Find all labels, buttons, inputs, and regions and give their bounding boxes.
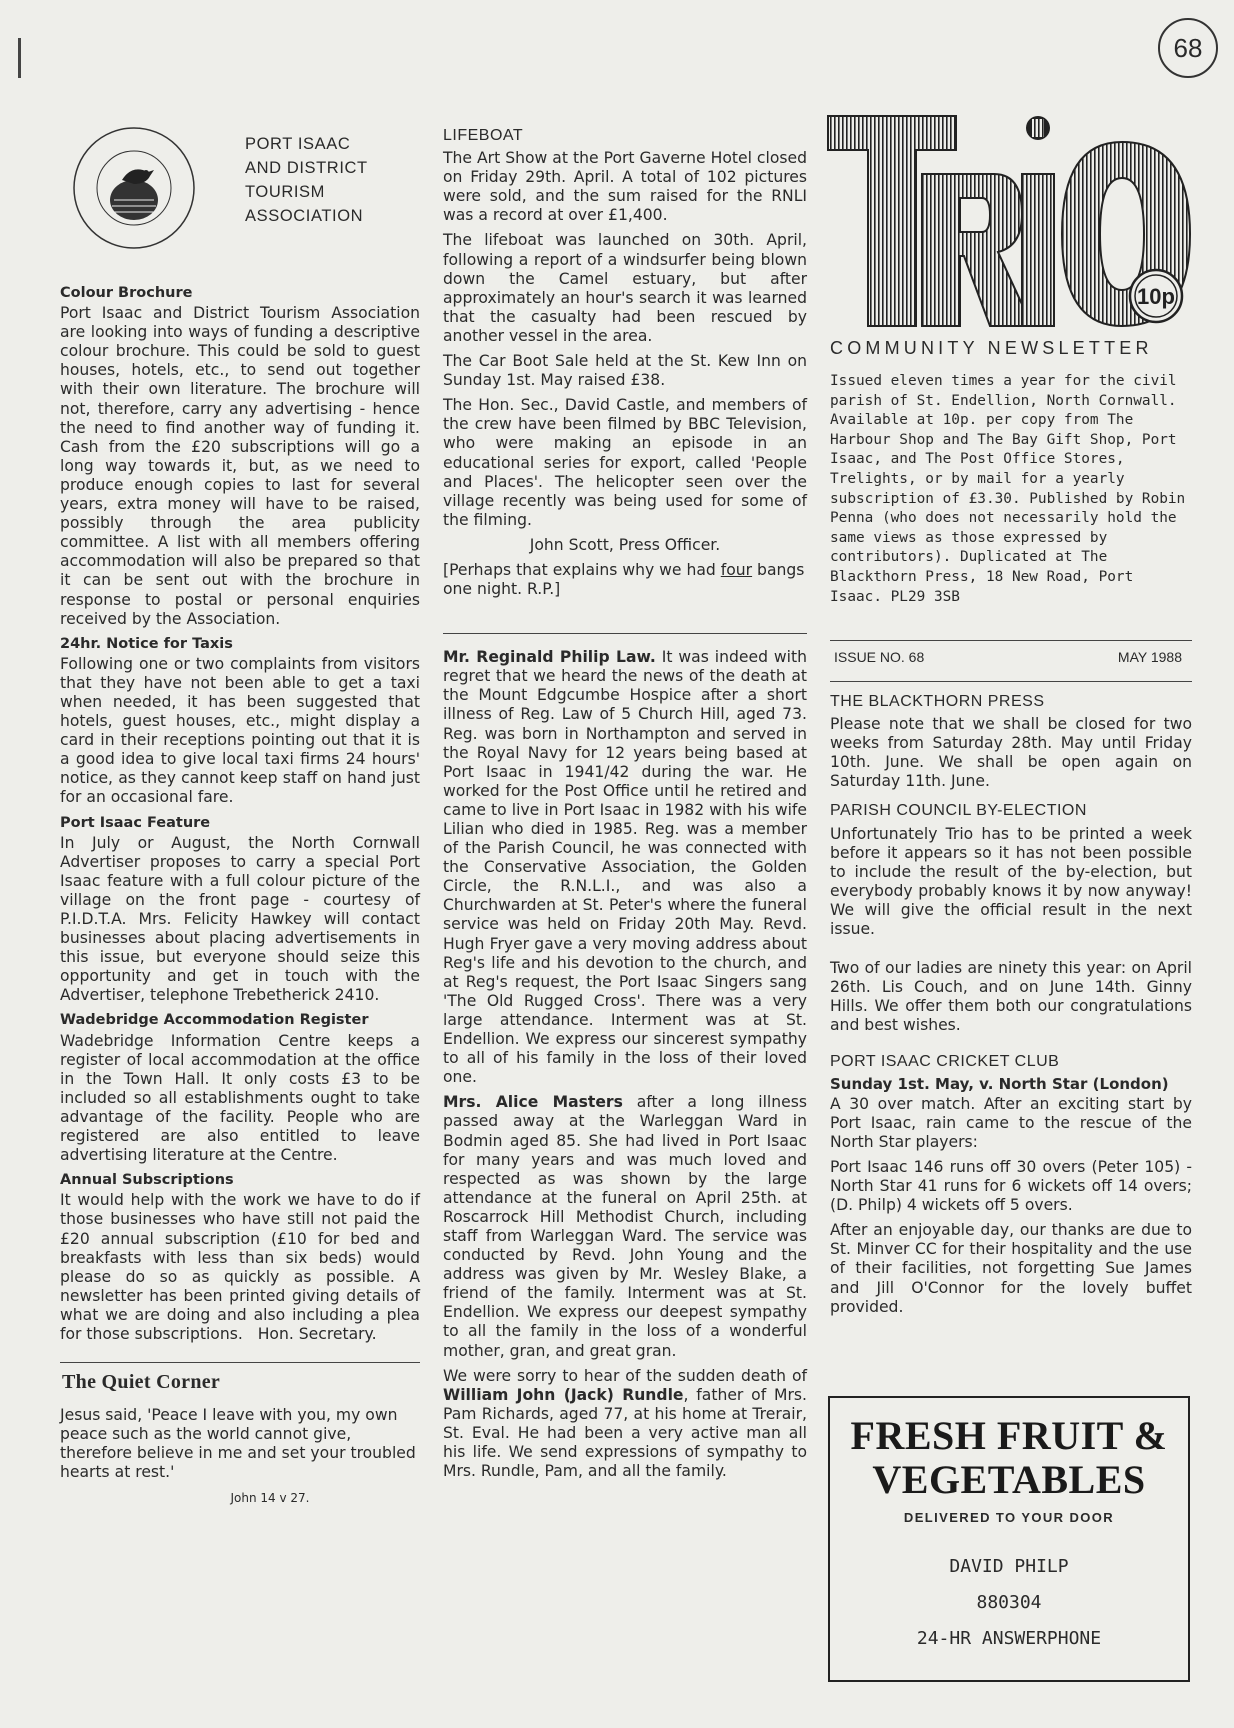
cricket-paragraph: After an enjoyable day, our thanks are due to St. Minver CC for their hospitality and the use of their facilities, not forgetting Sue James and Jill O'Connor for the lovely buffet provided. bbox=[830, 1221, 1192, 1316]
taxis-heading: 24hr. Notice for Taxis bbox=[60, 635, 233, 652]
advert-headline-2: VEGETABLES bbox=[872, 1457, 1146, 1502]
issue-date: MAY 1988 bbox=[1117, 649, 1182, 665]
lifeboat-signoff: John Scott, Press Officer. bbox=[529, 535, 721, 554]
register-heading: Wadebridge Accommodation Register bbox=[60, 1012, 369, 1029]
lifeboat-paragraph: The Car Boot Sale held at the St. Kew Inn on Sunday 1st. May raised £38. bbox=[443, 352, 807, 390]
newsletter-subtitle: COMMUNITY NEWSLETTER bbox=[830, 338, 1153, 358]
obituary-body: after a long illness passed away at the Warleggan Ward in Bodmin aged 85. She had lived in Port Isaac for many years and was much loved and respected as was shown by the large attendance at the funeral on April 25th. at Roscarrock Hill Methodist Church, including staff from Warleggan Ward. The service was conducted by Revd. John Young and the address was given by Mr. Wesley Blake, a friend of the family. Interment was at St. Endellion. We express our deepest sympathy to all the family in the loss of a wonderful mother, gran, and great gran. bbox=[443, 1093, 807, 1360]
obituary-body: , father of Mrs. Pam Richards, aged 77, at his home at Trerair, St. Eval. He had been a very active man all his life. We send expressions of sympathy to Mrs. Rundle, Pam, and all the family. bbox=[443, 1385, 808, 1481]
ninety-body: Two of our ladies are ninety this year: on April 26th. Lis Couch, and on June 14th. Ginny Hills. We offer them both our congratulations and best wishes. bbox=[830, 959, 1192, 1035]
colour-brochure-body: Port Isaac and District Tourism Association are looking into ways of funding a descriptive colour brochure. This could be sold to guest houses, hotels, etc., to send out together with their own literature. The brochure will not, therefore, carry any advertising - hence the need to find another way of funding it. Cash from the £20 subscriptions will go a long way towards it, but, as we need to produce enough copies to last for several years, extra money will have to be raised, possibly through the area publicity committee. A list with all members offering accommodation will also be prepared so that it can be sent out with the brochure in response to postal or personal enquiries received by the Association. bbox=[60, 304, 420, 628]
column-tourism bbox=[60, 282, 420, 1514]
divider bbox=[60, 1362, 420, 1363]
association-name-line: PORT ISAAC bbox=[245, 135, 351, 153]
issue-line bbox=[830, 640, 1192, 682]
advert-headline-1: FRESH FRUIT & bbox=[850, 1413, 1168, 1458]
feature-heading: Port Isaac Feature bbox=[60, 814, 211, 831]
cricket-paragraph: A 30 over match. After an exciting start by Port Isaac, rain came to the rescue of the North Star players: bbox=[830, 1094, 1192, 1151]
produce-advert bbox=[828, 1396, 1190, 1682]
association-name-line: TOURISM bbox=[245, 183, 325, 201]
subscriptions-body bbox=[60, 1191, 420, 1344]
lifeboat-heading: LIFEBOAT bbox=[443, 127, 524, 144]
obituary-law bbox=[443, 648, 807, 1087]
association-name-line: ASSOCIATION bbox=[245, 207, 364, 225]
quiet-corner-reference: John 14 v 27. bbox=[230, 1490, 310, 1505]
page-number: 68 bbox=[1158, 18, 1218, 78]
obituary-body: It was indeed with regret that we heard the news of the death at the Mount Edgcumbe Hospice after a short illness of Reg. Law of 5 Church Hill, aged 73. Reg. was born in Northampton and served in the Royal Navy for 12 years being based at Port Isaac in 1941/42 during the war. He worked for the Post Office until he retired and came to live in Port Isaac in 1982 with his wife Lilian who died in 1985. Reg. was a member of the Parish Council, he was connected with the Conservative Association, the Golden Circle, the R.N.L.I., and was also a Churchwarden at St. Peter's where the funeral service was held on Friday 20th May. Revd. Hugh Fryer gave a very moving address about Reg's life and his devotion to the church, and at Reg's request, the Port Isaac Singers sang 'The Old Rugged Cross'. There was a very large attendance. Interment was at St. Endellion. We express our sincerest sympathy to all of his family in the loss of their loved one. bbox=[443, 648, 808, 1087]
divider bbox=[443, 633, 807, 634]
cricket-match: Sunday 1st. May, v. North Star (London) bbox=[830, 1074, 1169, 1093]
editor-note bbox=[443, 561, 807, 599]
tourism-association-logo bbox=[60, 118, 210, 258]
subscriptions-signoff: Hon. Secretary. bbox=[257, 1324, 377, 1343]
election-heading: PARISH COUNCIL BY-ELECTION bbox=[830, 802, 1087, 820]
blackthorn-heading: THE BLACKTHORN PRESS bbox=[830, 693, 1045, 710]
lifeboat-paragraph: The Hon. Sec., David Castle, and members of the crew have been filmed by BBC Television, who were making an episode in an educational series for export, called 'People and Places'. The helicopter seen over the village recently was being used for some of the filming. bbox=[443, 396, 807, 529]
advert-answerphone: 24-HR ANSWERPHONE bbox=[916, 1628, 1102, 1649]
advert-phone: 880304 bbox=[976, 1592, 1042, 1613]
obituary-name: Mr. Reginald Philip Law. bbox=[443, 648, 656, 667]
taxis-body: Following one or two complaints from visitors that they have not been able to get a taxi when needed, it has been suggested that hotels, guest houses, etc., might display a card in their receptions pointing out that it is a good idea to give local taxi firms 24 hours' notice, as they cannot keep staff on hand just for an occasional fare. bbox=[60, 654, 420, 807]
lifeboat-paragraph: The Art Show at the Port Gaverne Hotel closed on Friday 29th. April. A total of 102 pictures were sold, and the sum raised for the RNLI was a record at over £1,400. bbox=[443, 149, 807, 225]
margin-mark bbox=[18, 38, 21, 78]
election-body: Unfortunately Trio has to be printed a week before it appears so it has not been possible to include the result of the by-election, but everybody probably knows it by now anyway! We will give the official result in the next issue. bbox=[830, 824, 1192, 939]
editor-note-after: bangs one night. R.P.] bbox=[443, 560, 805, 599]
feature-body: In July or August, the North Cornwall Advertiser proposes to carry a special Port Isaac feature with a full colour picture of the village on the front page - courtesy of P.I.D.T.A. Mrs. Felicity Hawkey will contact businesses about placing advertisements in this issue, but everyone should seize this opportunity and get in touch with the Advertiser, telephone Trebetherick 2410. bbox=[60, 833, 420, 1005]
obituary-rundle bbox=[443, 1367, 807, 1482]
obituary-name: Mrs. Alice Masters bbox=[443, 1093, 623, 1112]
cricket-paragraph: Port Isaac 146 runs off 30 overs (Peter 105) - North Star 41 runs for 6 wickets off 14 overs; (D. Philp) 4 wickets off 5 overs. bbox=[830, 1157, 1192, 1215]
editor-note-before: [Perhaps that explains why we had bbox=[443, 560, 721, 579]
column-news bbox=[830, 692, 1192, 1323]
newsletter-info: Issued eleven times a year for the civil parish of St. Endellion, North Cornwall. Available at 10p. per copy from The Harbour Shop and The Bay Gift Shop, Port Isaac, and The Post Office Stores, Trelights, or by mail for a yearly subscription of £3.30. Published by Robin Penna (who does not necessarily hold the same views as those expressed by contributors). Duplicated at The Blackthorn Press, 18 New Road, Port Isaac. PL29 3SB bbox=[830, 373, 1186, 605]
column-lifeboat bbox=[443, 126, 807, 1487]
issue-number: ISSUE NO. 68 bbox=[834, 649, 925, 665]
quiet-corner-title: The Quiet Corner bbox=[62, 1371, 221, 1394]
tourism-header bbox=[60, 118, 420, 258]
obituary-masters bbox=[443, 1093, 807, 1360]
association-name-line: AND DISTRICT bbox=[245, 159, 368, 177]
register-body: Wadebridge Information Centre keeps a register of local accommodation at the office in the Town Hall. It only costs £3 to be included so all establishments ought to take advantage of the facility. People who are registered are also entitled to leave advertising literature at the Centre. bbox=[60, 1031, 420, 1165]
subscriptions-heading: Annual Subscriptions bbox=[60, 1172, 234, 1189]
editor-note-emphasis: four bbox=[720, 560, 753, 579]
association-name bbox=[245, 132, 368, 228]
advert-tagline: DELIVERED TO YOUR DOOR bbox=[903, 1510, 1115, 1525]
obituary-intro: We were sorry to hear of the sudden death of bbox=[443, 1366, 807, 1385]
obituary-name: William John (Jack) Rundle bbox=[443, 1385, 684, 1404]
lifeboat-paragraph: The lifeboat was launched on 30th. April, following a report of a windsurfer being blown down the Camel estuary, but after approximately an hour's search it was learned that the casualty had been rescued by another vessel in the area. bbox=[443, 231, 807, 345]
colour-brochure-heading: Colour Brochure bbox=[60, 285, 193, 301]
advert-contact bbox=[830, 1549, 1188, 1657]
quiet-corner-quote: Jesus said, 'Peace I leave with you, my own peace such as the world cannot give, therefore believe in me and set your troubled hearts at rest.' bbox=[60, 1406, 416, 1482]
cricket-heading: PORT ISAAC CRICKET CLUB bbox=[830, 1052, 1060, 1070]
subscriptions-text: It would help with the work we have to do if those businesses who have still not paid the £20 annual subscription (£10 for bed and breakfasts with less than six beds) would please do so as quickly as possible. A newsletter has been printed giving details of what we are doing and also including a plea for those subscriptions. bbox=[60, 1191, 420, 1343]
advert-name: DAVID PHILP bbox=[949, 1556, 1069, 1577]
blackthorn-body: Please note that we shall be closed for two weeks from Saturday 28th. May until Friday 10th. June. We shall be open again on Saturday 11th. June. bbox=[830, 715, 1192, 791]
trio-price-badge: 10p bbox=[1137, 284, 1175, 309]
